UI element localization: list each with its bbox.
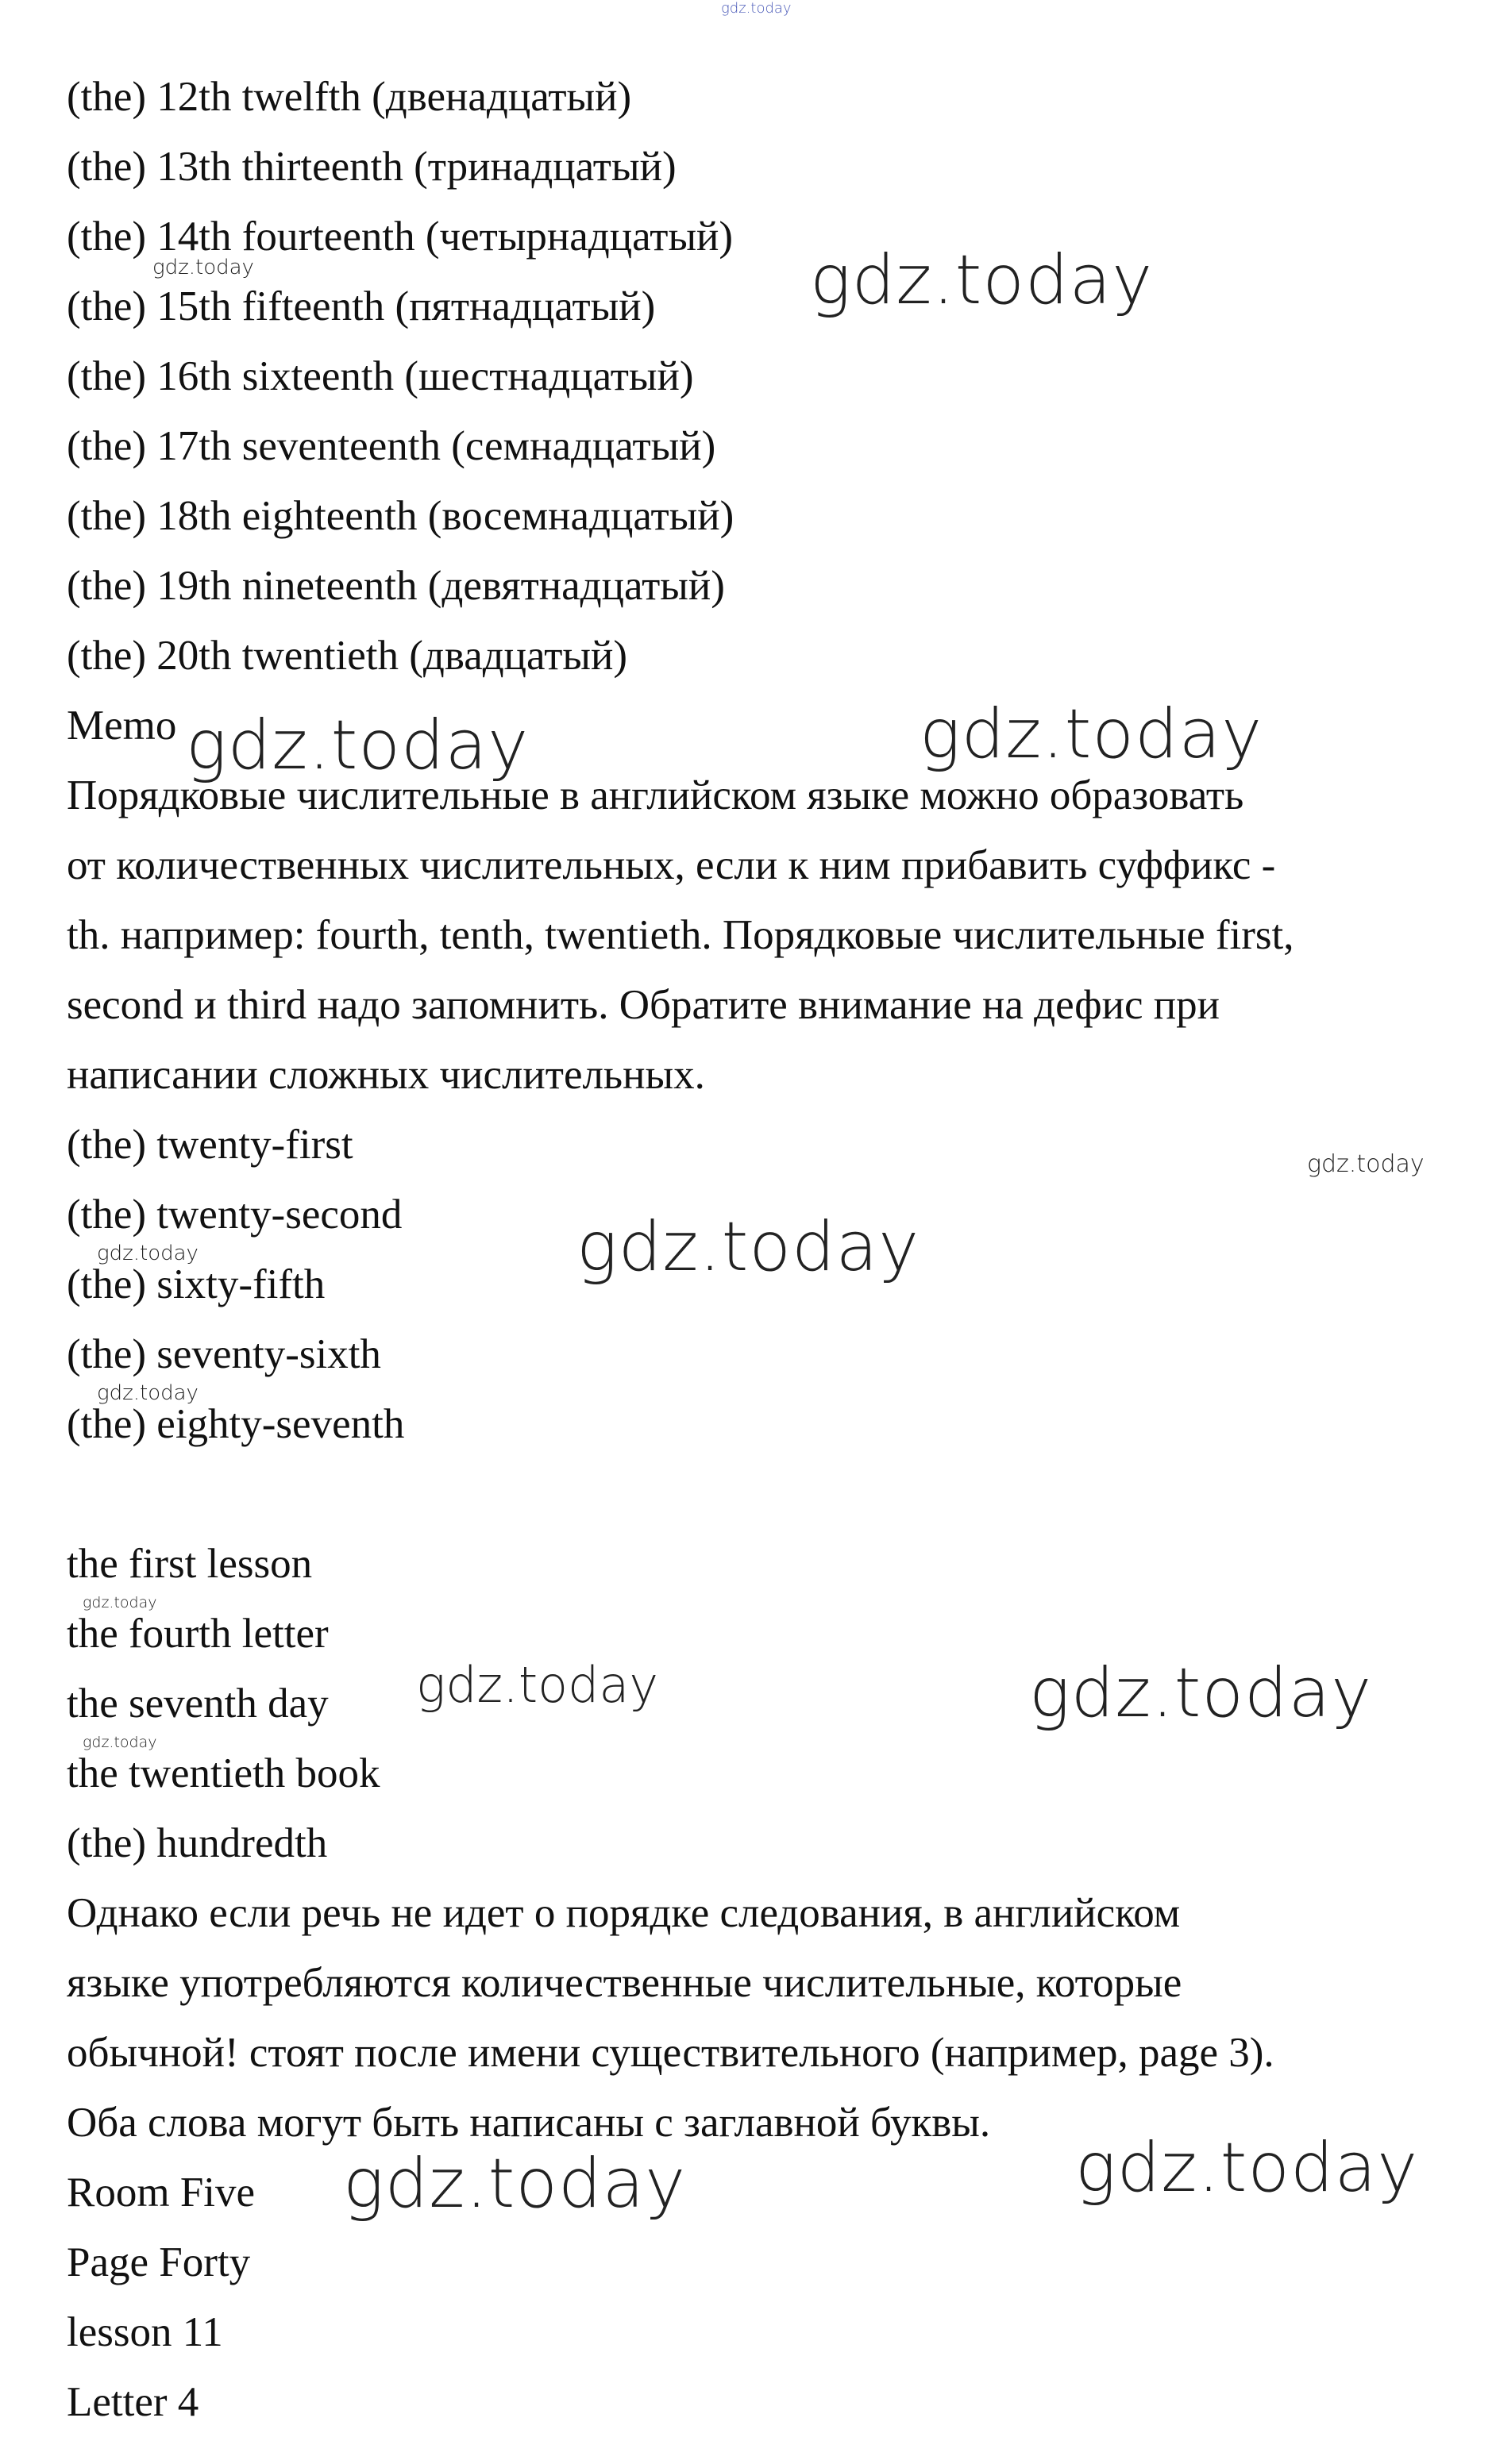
- memo-line: second и third надо запомнить. Обратите внимание на дефис при: [67, 982, 1220, 1028]
- watermark-top: gdz.today: [721, 0, 792, 17]
- ordinal-line-12: (the) 12th twelfth (двенадцатый): [67, 74, 632, 120]
- watermark: gdz.today: [343, 2144, 687, 2223]
- ordinal-line-13: (the) 13th thirteenth (тринадцатый): [67, 144, 677, 190]
- watermark: gdz.today: [1075, 2128, 1419, 2208]
- ordinal-line-20: (the) 20th twentieth (двадцатый): [67, 633, 627, 679]
- example-line: the fourth letter: [67, 1611, 329, 1657]
- ordinal-line-19: (the) 19th nineteenth (девятнадцатый): [67, 563, 725, 609]
- cardinal-example: lesson 11: [67, 2309, 223, 2355]
- example-line: the twentieth book: [67, 1750, 380, 1796]
- watermark-small: gdz.today: [1307, 1150, 1425, 1178]
- memo-line: th. например: fourth, tenth, twentieth. Порядковые числительные first,: [67, 912, 1294, 958]
- compound-ordinal: (the) twenty-first: [67, 1122, 353, 1168]
- example-line: (the) hundredth: [67, 1820, 328, 1866]
- note-line: Оба слова могут быть написаны с заглавной буквы.: [67, 2100, 991, 2146]
- example-line: the first lesson: [67, 1541, 313, 1587]
- watermark: gdz.today: [576, 1207, 920, 1287]
- compound-ordinal: (the) sixty-fifth: [67, 1261, 326, 1307]
- watermark: gdz.today: [186, 706, 530, 785]
- note-line: Однако если речь не идет о порядке следования, в английском: [67, 1890, 1181, 1936]
- note-line: языке употребляются количественные числительные, которые: [67, 1960, 1182, 2006]
- cardinal-example: Page Forty: [67, 2239, 251, 2285]
- compound-ordinal: (the) twenty-second: [67, 1192, 403, 1238]
- cardinal-example: Letter 4: [67, 2379, 199, 2425]
- compound-ordinal: (the) eighty-seventh: [67, 1401, 405, 1447]
- watermark: gdz.today: [920, 695, 1263, 774]
- ordinal-line-18: (the) 18th eighteenth (восемнадцатый): [67, 493, 735, 539]
- watermark-small: gdz.today: [97, 1242, 199, 1265]
- memo-title: Memo: [67, 703, 177, 749]
- cardinal-example: Room Five: [67, 2169, 256, 2216]
- memo-line: Порядковые числительные в английском языке можно образовать: [67, 772, 1244, 818]
- memo-line: от количественных числительных, если к ним прибавить суффикс -: [67, 842, 1276, 888]
- ordinal-line-16: (the) 16th sixteenth (шестнадцатый): [67, 353, 694, 399]
- watermark-small: gdz.today: [152, 256, 254, 279]
- ordinal-line-17: (the) 17th seventeenth (семнадцатый): [67, 423, 716, 469]
- watermark: gdz.today: [416, 1656, 659, 1714]
- watermark: gdz.today: [1029, 1654, 1373, 1733]
- watermark-micro: gdz.today: [83, 1734, 157, 1751]
- memo-line: написании сложных числительных.: [67, 1052, 705, 1098]
- compound-ordinal: (the) seventy-sixth: [67, 1331, 381, 1377]
- watermark-micro: gdz.today: [83, 1594, 157, 1611]
- note-line: обычной! стоят после имени существительного (например, page 3).: [67, 2030, 1274, 2076]
- watermark: gdz.today: [810, 241, 1154, 320]
- example-line: the seventh day: [67, 1681, 329, 1727]
- ordinal-line-14: (the) 14th fourteenth (четырнадцатый): [67, 214, 734, 260]
- watermark-small: gdz.today: [97, 1381, 199, 1405]
- ordinal-line-15: (the) 15th fifteenth (пятнадцатый): [67, 283, 656, 329]
